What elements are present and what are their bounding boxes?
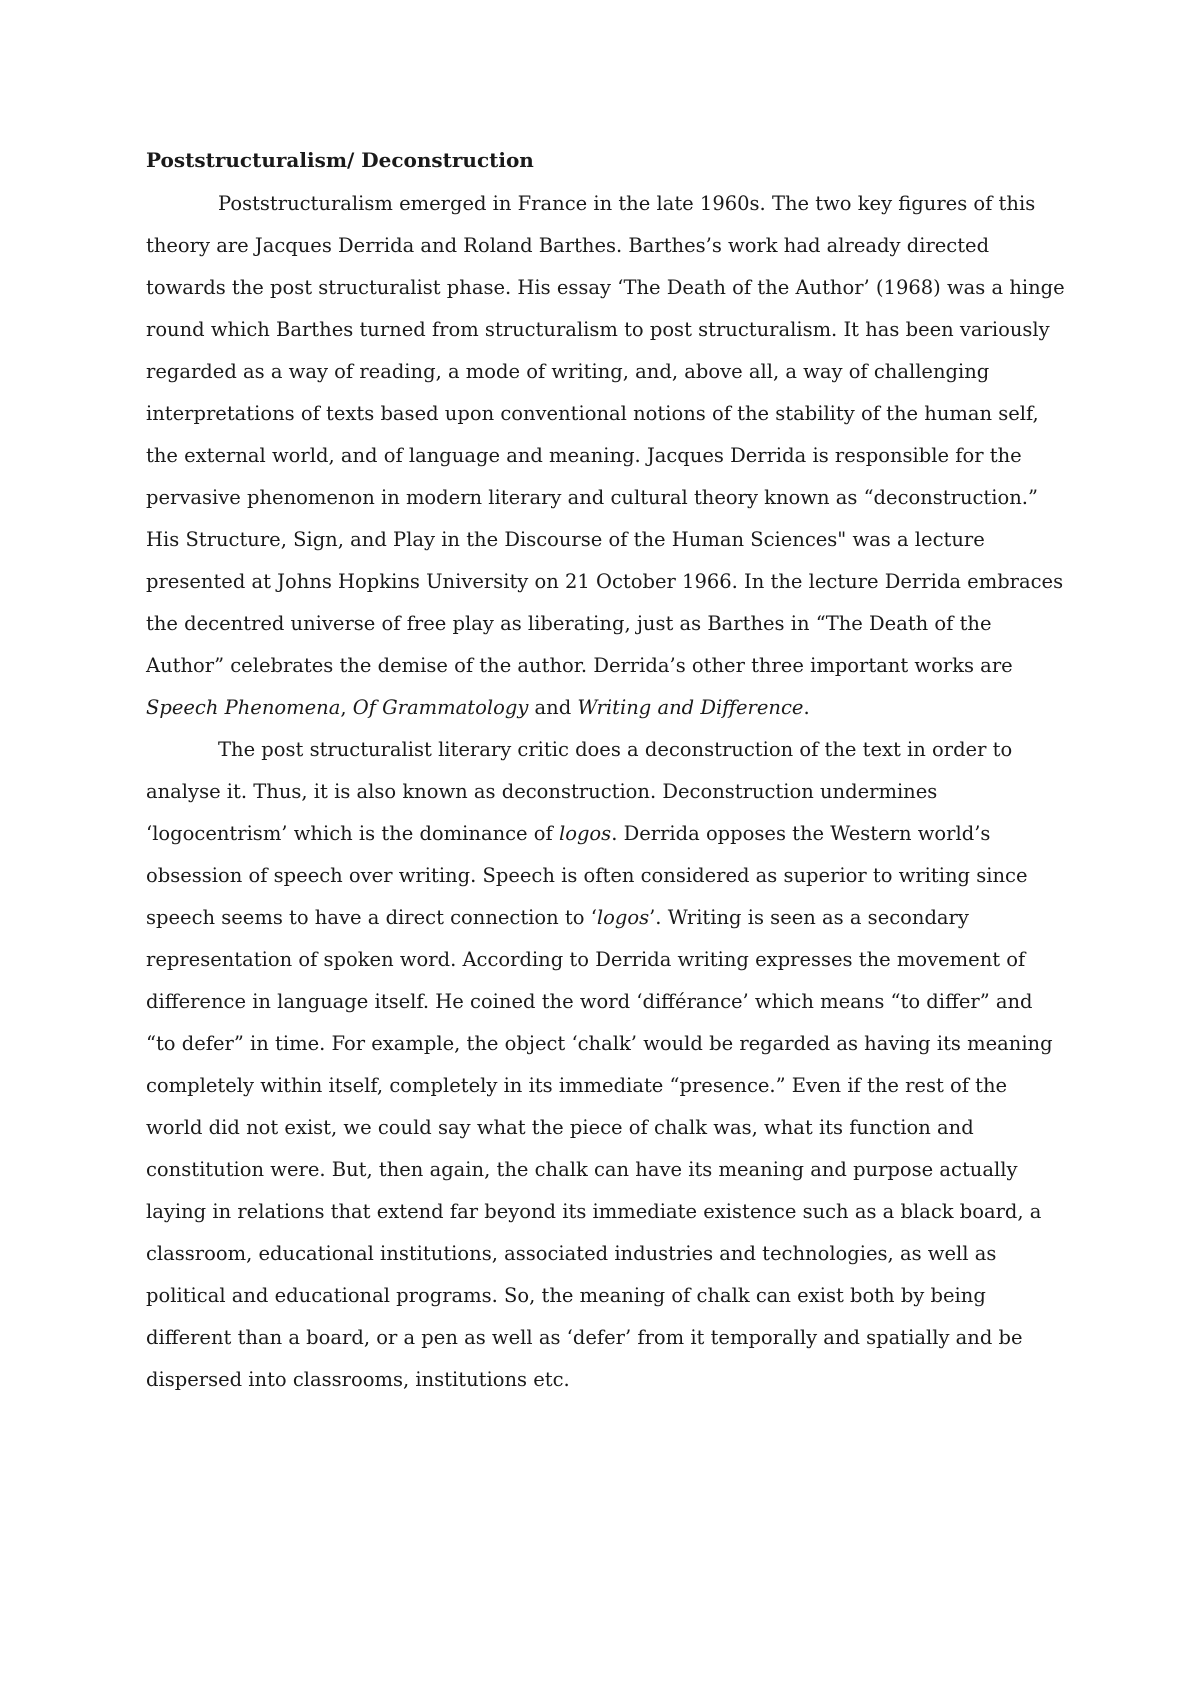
work-title-speech-phenomena: Speech Phenomena [146, 696, 341, 719]
paragraph-1-conjunction: and [528, 696, 578, 719]
paragraph-2 [146, 729, 1066, 1401]
work-title-writing-and-difference: Writing and Difference [577, 696, 804, 719]
document-title: Poststructuralism/ Deconstruction [146, 148, 534, 172]
paragraph-2-text-c: ’. Writing is seen as a secondary representation of spoken word. According to Derrida writing expresses the movement of difference in language itself. He coined the word ‘différance’ which means “to differ” and “to defer” in time. For example, the object ‘chalk’ would be regarded as having its meaning completely within itself, completely in its immediate “presence.” Even if the rest of the world did not exist, we could say what the piece of chalk was, what its function and constitution were. But, then again, the chalk can have its meaning and purpose actually laying in relations that extend far beyond its immediate existence such as a black board, a classroom, educational institutions, associated industries and technologies, as well as political and educational programs. So, the meaning of chalk can exist both by being different than a board, or a pen as well as ‘defer’ from it temporally and spatially and be dispersed into classrooms, institutions etc. [146, 906, 1053, 1391]
term-logos-1: logos [558, 822, 612, 845]
paragraph-1 [146, 183, 1066, 729]
paragraph-1-separator: , [340, 696, 353, 719]
paragraph-2-text-a: The post structuralist literary critic does a deconstruction of the text in order to analyse it. Thus, it is also known as deconstruction. Deconstruction undermines ‘logocentrism’ which is the dominance of [146, 738, 1013, 845]
term-logos-2: logos [596, 906, 650, 929]
paragraph-1-text: Poststructuralism emerged in France in the late 1960s. The two key figures of this theory are Jacques Derrida and Roland Barthes. Barthes’s work had already directed towards the post structuralist phase. His essay ‘The Death of the Author’ (1968) was a hinge round which Barthes turned from structuralism to post structuralism. It has been variously regarded as a way of reading, a mode of writing, and, above all, a way of challenging interpretations of texts based upon conventional notions of the stability of the human self, the external world, and of language and meaning. Jacques Derrida is responsible for the pervasive phenomenon in modern literary and cultural theory known as “deconstruction.” His Structure, Sign, and Play in the Discourse of the Human Sciences" was a lecture presented at Johns Hopkins University on 21 October 1966. In the lecture Derrida embraces the decentred universe of free play as liberating, just as Barthes in “The Death of the Author” celebrates the demise of the author. Derrida’s other three important works are [146, 192, 1065, 677]
work-title-of-grammatology: Of Grammatology [352, 696, 529, 719]
document-body [146, 145, 1066, 1401]
paragraph-2-text-b: . Derrida opposes the Western world’s obsession of speech over writing. Speech is often considered as superior to writing since speech seems to have a direct connection to ‘ [146, 822, 1028, 929]
paragraph-1-end: . [803, 696, 810, 719]
